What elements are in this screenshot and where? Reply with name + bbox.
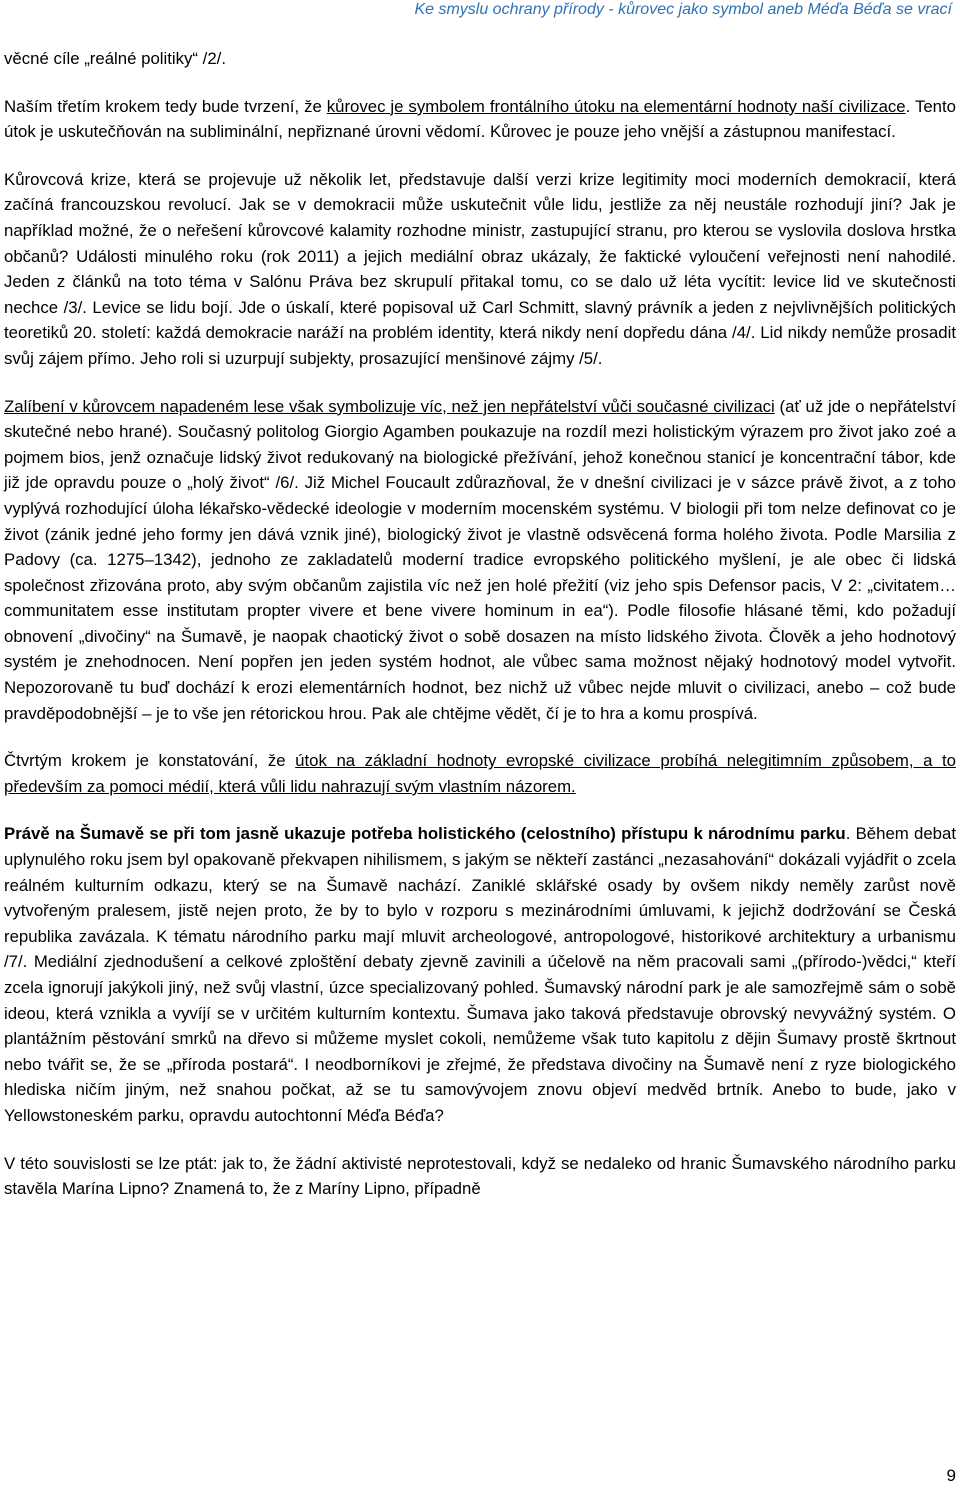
running-header: Ke smyslu ochrany přírody - kůrovec jako symbol aneb Méďa Béďa se vrací [414, 1, 952, 18]
text-run: Čtvrtým krokem je konstatování, že [4, 751, 296, 771]
text-run: Naším třetím krokem tedy bude tvrzení, že [4, 96, 327, 116]
paragraph-holistic-life [4, 394, 956, 727]
paragraph-marina-lipno: V této souvislosti se lze ptát: jak to, že žádní aktivisté neprotestovali, když se nedaleko od hranic Šumavského národního parku stavěla Marína Lipno? Znamená to, že z Maríny Lipno, případně [4, 1153, 956, 1199]
paragraph-fragment: věcné cíle „reálné politiky“ /2/. [4, 49, 226, 68]
bold-thesis: Právě na Šumavě se při tom jasně ukazuje potřeba holistického (celostního) přístupu k národnímu parku [4, 824, 846, 844]
text-run: . Tento útok je uskutečňován na subliminální, nepřiznané úrovni vědomí. Kůrovec je pouze jeho vnější a zástupnou manifestací. [4, 96, 957, 142]
underlined-thesis: kůrovec je symbolem frontálního útoku na elementární hodnoty naší civilizace [326, 96, 906, 116]
document-body [4, 46, 956, 1202]
underlined-thesis: Zalíbení v kůrovcem napadeném lese však symbolizuje víc, než jen nepřátelství vůči současné civilizaci [4, 396, 775, 416]
page-number: 9 [946, 1466, 956, 1485]
underlined-thesis: útok na základní hodnoty evropské civilizace probíhá nelegitimním způsobem, a to především za pomoci médií, která vůli lidu nahrazují svým vlastním názorem. [4, 751, 956, 796]
text-run: . Během debat uplynulého roku jsem byl opakovaně překvapen nihilismem, s jakým se někteří zastánci „nezasahování“ dokázali vyjádřit o zcela reálném kulturním odkazu, který se na Šumavě nachází. Zaniklé sklářské osady by ovšem nikdy neměly zarůst nově vytvořeným pralesem, jistě nejen proto, že by to bylo v rozporu s mezinárodními úmluvami, k jejichž dodržování se Česká republika zavázala. K tématu národního parku mají mluvit archeologové, antropologové, historikové architektury a urbanismu /7/. Mediální zjednodušení a celkové zploštění debaty zjevně zavinili a účelově na něm pracovali sami „(přírodo-)vědci,“ kteří zcela ignorují jakýkoli jiný, než svůj vlastní, úzce specializovaný pohled. Šumavský národní park je ale samozřejmě sám o sobě ideou, která vznikla a vyvíjí se v určitém kulturním kontextu. Šumava jako taková představuje obrovský nevyvážný systém. O plantážním pěstování smrků na dřevo si můžeme myslet cokoli, nemůžeme však tuto kapitolu z dějin Šumavy prostě škrtnout nebo tvářit se, že se „příroda postará“. I neodborníkovi je zřejmé, že představa divočiny na Šumavě není z ryze biologického hlediska ničím jiným, než snahou počkat, až se tu samovývojem znovu objeví medvěd brtník. Anebo to bude, jako v Yellowstoneském parku, opravdu autochtonní Méďa Béďa? [4, 824, 957, 1125]
paragraph-legitimacy-crisis: Kůrovcová krize, která se projevuje už několik let, představuje další verzi krize legitimity moci moderních demokracií, která začíná francouzskou revolucí. Jak se v demokracii může uskutečnit vůle lidu, jestliže za něj neustále rozhodují jiní? Jak je například možné, že o neřešení kůrovcové kalamity rozhodne ministr, zastupující stranu, pro kterou se vyslovila doslova hrstka občanů? Události minulého roku (rok 2011) a jejich mediální obraz ukázaly, že faktické vyloučení veřejnosti není nahodilé. Jeden z článků na toto téma v Salónu Práva bez skrupulí přitakal tomu, co se dalo už léta vycítit: levice lid ve skutečnosti nechce /3/. Levice se lidu bojí. Jde o úskalí, které popisoval už Carl Schmitt, slavný právník a jeden z nejvlivnějších politických teoretiků 20. století: každá demokracie naráží na problém identity, která nikdy není dopředu dána /4/. Lid nikdy nemůže prosadit svůj zájem přímo. Jeho roli si uzurpují subjekty, prosazující menšinové zájmy /5/. [4, 169, 956, 368]
paragraph-sumava [4, 821, 956, 1128]
paragraph-third-step [4, 94, 956, 145]
paragraph-fourth-step [4, 748, 956, 799]
text-run: (ať už jde o nepřátelství skutečné nebo hrané). Současný politolog Giorgio Agamben poukazuje na rozdíl mezi holistickým výrazem pro život jako zoé a pojmem bios, jenž označuje lidský život redukovaný na biologické přežívání, jehož konečnou stanicí je koncentrační tábor, kde již jde opravdu pouze o „holý život“ /6/. Již Michel Foucault zdůrazňoval, že v dnešní civilizaci je v sázce právě život, a z toho vyplývá rozhodující úloha lékařsko-vědecké ideologie v moderním mocenském systému. V biologii při tom nelze definovat co je život (zánik jedné jeho formy jen dává vznik jiné), biologický život je vlastně odsvěcená forma holého života. Podle Marsilia z Padovy (ca. 1275–1342), jednoho ze zakladatelů moderní tradice evropského politického myšlení, je ale obec či lidská společnost zřizována proto, aby svým občanům zajistila víc než jen holé přežití (viz jeho spis Defensor pacis, V 2: „civitatem… communitatem esse institutam propter vivere et bene vivere hominum in ea“). Podle filosofie hlásané těmi, kdo požadují obnovení „divočiny“ na Šumavě, je naopak chaotický život o sobě dosazen na místo lidského života. Člověk a jeho hodnotový systém je znehodnocen. Není popřen jen jeden systém hodnot, ale vůbec sama možnost nějaký hodnotový model vytvořit. Nepozorovaně tu buď dochází k erozi elementárních hodnot, bez nichž už vůbec nejde mluvit o civilizaci, anebo – což bude pravděpodobnější – je to vše jen rétorickou hrou. Pak ale chtějme vědět, čí je to hra a komu prospívá. [4, 396, 956, 723]
